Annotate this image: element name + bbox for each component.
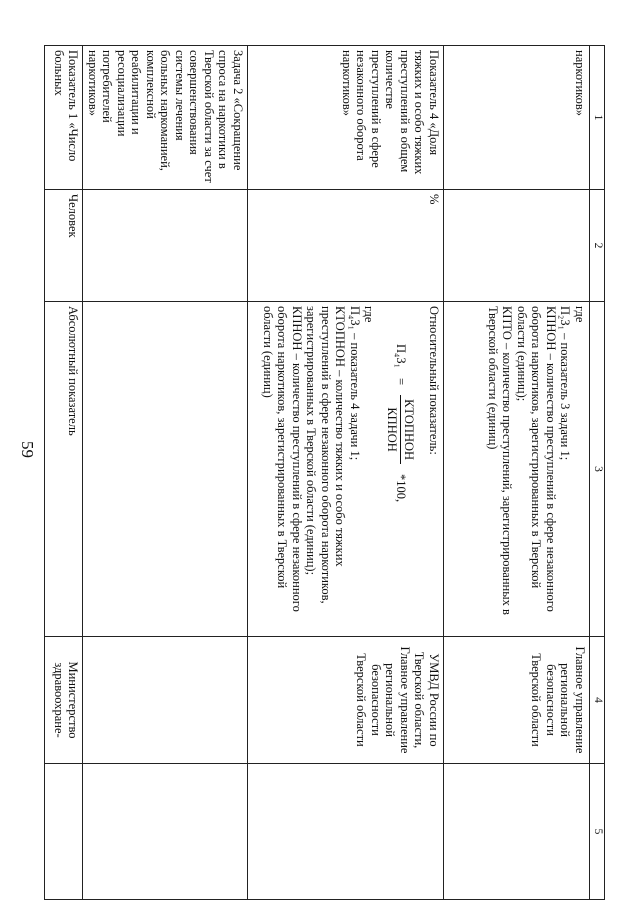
table-row [444,46,590,900]
header-col-3: 3 [590,302,605,637]
formula-denominator: КПНОН [385,407,399,452]
formula-equals: = [393,378,408,386]
text-line: КПНОН – количество преступлений в сфере незаконного оборота наркотиков, зарегистрированных в Тверской области (единиц) [261,306,304,612]
notes-cell [248,764,444,900]
unit-cell [83,190,248,302]
header-col-5: 5 [590,764,605,900]
unit-cell [444,190,590,302]
formula-description [248,302,444,637]
responsible-body: УМВД России по Тверской области, Главное управление региональной безопасности Тверской области [248,637,444,764]
formula-description [444,302,590,637]
notes-cell [45,764,83,900]
formula-numerator: КТОПНОН [400,395,417,464]
rotated-table-container [52,45,605,899]
page-number: 59 [18,441,37,458]
header-col-1: 1 [590,46,605,190]
responsible-body: Главное управление региональной безопасности Тверской области [444,637,590,764]
text-line: П₄З₁ – показатель 4 задачи 1; [348,306,362,461]
header-col-4: 4 [590,637,605,764]
notes-cell [83,764,248,900]
responsible-body: Министерство здравоохране- [45,637,83,764]
formula-intro: Относительный показатель: [427,306,441,455]
indicator-name: Показатель 4 «Доля тяжких и особо тяжких преступлений в общем количестве преступлений в сфере незаконного оборота наркотиков» [248,46,444,190]
table-row [83,46,248,900]
indicator-name: Показатель 1 «Число больных [45,46,83,190]
task-name: Задача 2 «Сокращение спроса на наркотики в Тверской области за счет совершенствования системы лечения больных наркоманией, комплексной реабилитации и ресоциализации потребителей наркотиков» [83,46,248,190]
formula-lhs: П₄З₁ [393,344,408,369]
header-row [590,46,605,900]
header-col-2: 2 [590,190,605,302]
text-line: КТОПНОН – количество тяжких и особо тяжких преступлений в сфере незаконного оборота наркотиков, зарегистрированных в Тверской области (единиц); [304,306,348,604]
responsible-body [83,637,248,764]
formula-tail: *100, [393,474,408,503]
formula [385,344,417,632]
notes-cell [444,764,590,900]
unit-cell: % [248,190,444,302]
indicator-name: наркотиков» [444,46,590,190]
formula-fraction [385,395,417,464]
text-line: КПТО – количество преступлений, зарегистрированных в Тверской области (единиц) [486,306,515,615]
indicator-table [45,45,606,900]
text-line: КПНОН – количество преступлений в сфере незаконного оборота наркотиков, зарегистрированных в Тверской области (единиц); [515,306,558,612]
text-line: П₂З₁ – показатель 3 задачи 1; [558,306,573,461]
unit-cell: Человек [45,190,83,302]
table-row [45,46,83,900]
formula-description [83,302,248,637]
table-row [248,46,444,900]
formula-description: Абсолютный показатель [45,302,83,637]
text-line: где [573,306,587,323]
text-line: где [362,306,377,323]
